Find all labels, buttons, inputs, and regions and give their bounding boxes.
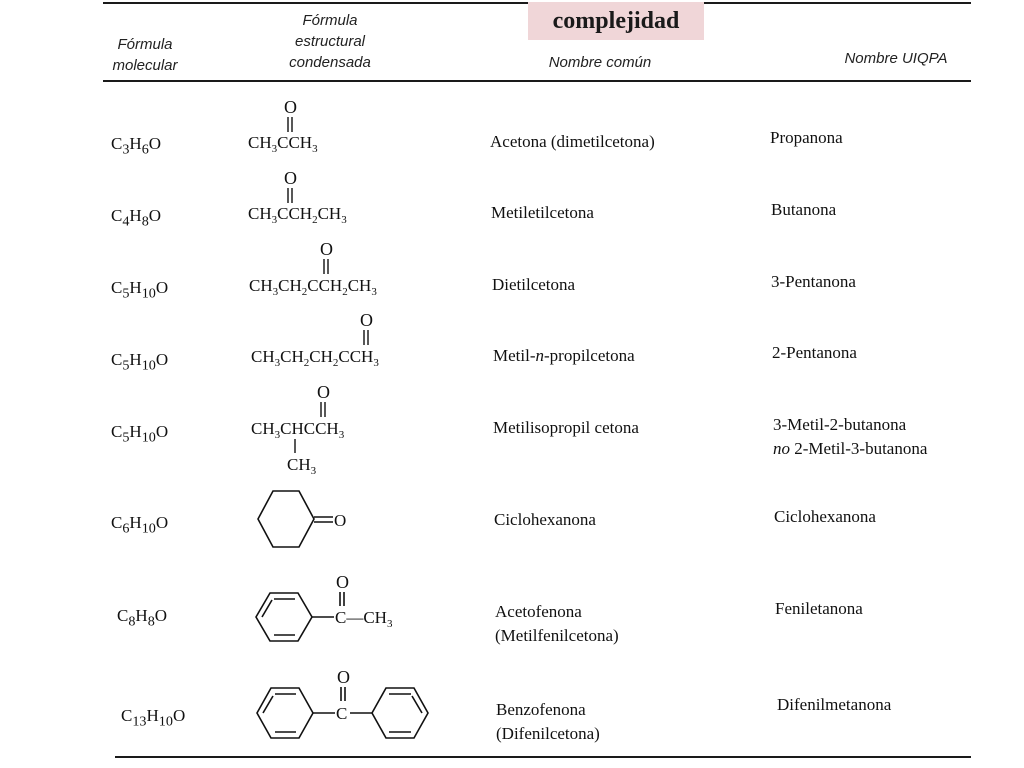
molecular-formula: $C_{13}H_{10}O$ [121, 706, 186, 730]
iupac-name: 2-Pentanona [772, 343, 857, 362]
structure-butanone [248, 168, 347, 226]
svg-text:O: O [317, 382, 330, 402]
common-name-line: (Metilfenilcetona) [495, 626, 619, 645]
common-name-line: (Difenilcetona) [496, 724, 600, 743]
svg-text:CH3CHCCH3: $CH_3CHCCH_3$ [251, 419, 345, 441]
svg-text:O: O [334, 511, 347, 530]
common-name: Acetona (dimetilcetona) [490, 132, 655, 151]
structure-2-pentanone [251, 310, 379, 369]
header-text: Fórmula [117, 36, 173, 53]
molecular-formula: $C_3H_6O$ [111, 134, 162, 158]
iupac-name: Feniletanona [775, 599, 863, 618]
svg-text:O: O [337, 667, 350, 687]
molecular-formula: $C_5H_{10}O$ [111, 350, 169, 374]
header-text: molecular [112, 57, 178, 74]
svg-text:O: O [336, 572, 349, 592]
iupac-name: Propanona [770, 128, 843, 147]
common-name: Dietilcetona [492, 275, 576, 294]
molecular-formula: $C_5H_{10}O$ [111, 278, 169, 302]
svg-text:O: O [284, 97, 297, 117]
svg-text:CH3CCH2CH3: $CH_3CCH_2CH_3$ [248, 204, 347, 226]
structure-3-methyl-2-butanone [251, 382, 345, 477]
iupac-name: Difenilmetanona [777, 695, 892, 714]
svg-text:O: O [320, 239, 333, 259]
iupac-name: Butanona [771, 200, 837, 219]
iupac-name [773, 413, 927, 461]
header-text: condensada [289, 54, 371, 71]
svg-text:CH3: $CH_3$ [287, 455, 317, 477]
header-text: estructural [294, 33, 366, 50]
structure-benzophenone [257, 667, 428, 738]
structure-acetophenone [256, 572, 393, 641]
header-iupac-name: Nombre UIQPA [844, 50, 948, 67]
common-name-line: Acetofenona [495, 602, 582, 621]
common-name [495, 600, 619, 648]
svg-text:CH3CH2CCH2CH3: $CH_3CH_2CCH_2CH_3$ [249, 276, 377, 298]
complexity-badge: complejidad [528, 2, 704, 40]
svg-text:C—CH3: $C—CH_3$ [335, 608, 393, 630]
common-name-line: Benzofenona [496, 700, 586, 719]
structure-cyclohexanone [258, 491, 346, 547]
common-name: Ciclohexanona [494, 510, 596, 529]
structure-acetone [248, 97, 318, 155]
common-name [496, 698, 600, 746]
common-name: Metiletilcetona [491, 203, 594, 222]
svg-text:CH3CH2CH2CCH3: $CH_3CH_2CH_2CCH_3$ [251, 347, 379, 369]
molecular-formula: $C_5H_{10}O$ [111, 422, 169, 446]
svg-text:O: O [360, 310, 373, 330]
molecular-formula: $C_8H_8O$ [117, 606, 168, 630]
molecular-formula: $C_6H_{10}O$ [111, 513, 169, 537]
common-name: Metil-n-propilcetona [493, 346, 635, 365]
iupac-name: Ciclohexanona [774, 507, 876, 526]
svg-text:O: O [284, 168, 297, 188]
common-name: Metilisopropil cetona [493, 418, 639, 437]
iupac-name: 3-Pentanona [771, 272, 856, 291]
molecular-formula: $C_4H_8O$ [111, 206, 162, 230]
header-text: Fórmula [302, 12, 358, 29]
header-common-name: Nombre común [548, 54, 652, 71]
svg-text:C: C [336, 704, 348, 723]
svg-text:CH3CCH3: $CH_3CCH_3$ [248, 133, 318, 155]
iupac-name-line: 3-Metil-2-butanona [773, 415, 907, 434]
iupac-name-line: no 2-Metil-3-butanona [773, 439, 928, 458]
structure-3-pentanone [249, 239, 377, 298]
